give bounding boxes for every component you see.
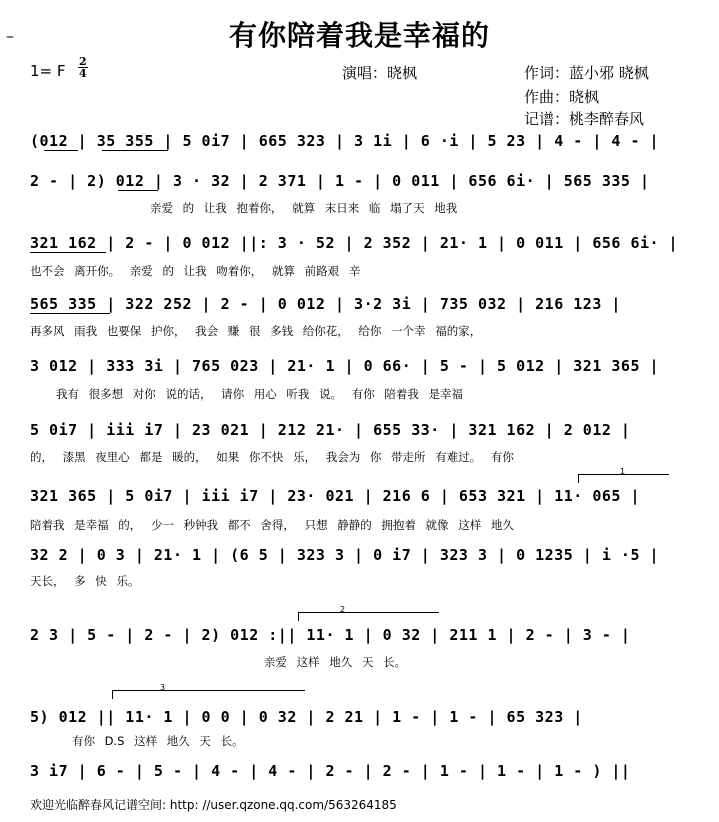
transcriber-credit: 记谱：桃李醉春风 [524, 110, 645, 128]
time-signature-bottom: 4 [79, 67, 87, 80]
lyric-row-4: 再多风 雨我 也要保 护你， 我会 赚 很 多钱 给你花， 给你 一个幸 福的家， [30, 324, 482, 338]
corner-dash: – [6, 26, 14, 45]
footer-note: 欢迎光临醉春风记谱空间: http: //user.qzone.qq.com/563264185 [30, 798, 397, 812]
lyric-row-6: 的， 漆黑 夜里心 都是 暖的， 如果 你不快 乐， 我会为 你 带走所 有难过。 有你 [30, 450, 514, 464]
volta-number: 1 [620, 467, 626, 476]
volta-number: 2 [340, 605, 346, 614]
score-row-6: 5 0i7 | iii i7 | 23 021 | 212 21· | 655 33· | 321 162 | 2 012 | [30, 421, 631, 439]
song-title: 有你陪着我是幸福的 [228, 19, 490, 52]
singer-credit: 演唱：晓枫 [342, 64, 418, 82]
beam-line [30, 313, 110, 314]
lyric-row-5: 我有 很多想 对你 说的话， 请你 用心 听我 说。 有你 陪着我 是幸福 [56, 387, 464, 401]
score-row-2: 2 - | 2) 012 | 3 · 32 | 2 371 | 1 - | 0 011 | 656 6i· | 565 335 | [30, 172, 650, 190]
score-row-1: (012 | 35 355 | 5 0i7 | 665 323 | 3 1i | 6 ·i | 5 23 | 4 - | 4 - | [30, 132, 660, 150]
score-row-9: 2 3 | 5 - | 2 - | 2) 012 :|| 11· 1 | 0 32 | 211 1 | 2 - | 3 - | [30, 626, 631, 644]
score-row-4: 565 335 | 322 252 | 2 - | 0 012 | 3·2 3i | 735 032 | 216 123 | [30, 295, 621, 313]
beam-line [30, 252, 106, 253]
lyric-row-8: 天长， 多 快 乐。 [30, 574, 140, 588]
time-signature-top: 2 [79, 55, 87, 68]
volta-bracket-2 [298, 612, 439, 621]
lyric-row-9: 亲爱 这样 地久 天 长。 [264, 655, 407, 669]
volta-bracket-3 [112, 690, 305, 699]
score-row-3: 321 162 | 2 - | 0 012 ||: 3 · 52 | 2 352 | 21· 1 | 0 011 | 656 6i· | [30, 234, 679, 252]
score-row-7: 321 365 | 5 0i7 | iii i7 | 23· 021 | 216 6 | 653 321 | 11· 065 | [30, 487, 640, 505]
score-row-11: 3 i7 | 6 - | 5 - | 4 - | 4 - | 2 - | 2 - | 1 - | 1 - | 1 - ) || [30, 762, 631, 780]
score-row-5: 3 012 | 333 3i | 765 023 | 21· 1 | 0 66· | 5 - | 5 012 | 321 365 | [30, 357, 660, 375]
beam-line [118, 190, 158, 191]
lyric-row-10: 有你 D.S 这样 地久 天 长。 [72, 734, 244, 748]
lyric-row-3: 也不会 离开你。 亲爱 的 让我 吻着你， 就算 前路艰 辛 [30, 264, 361, 278]
key-signature: 1= F [30, 62, 66, 80]
beam-line [102, 150, 168, 151]
score-row-10: 5) 012 || 11· 1 | 0 0 | 0 32 | 2 21 | 1 - | 1 - | 65 323 | [30, 708, 583, 726]
volta-number: 3 [160, 683, 166, 692]
composer-credit: 作曲：晓枫 [524, 88, 600, 106]
beam-line [44, 150, 78, 151]
score-row-8: 32 2 | 0 3 | 21· 1 | (6 5 | 323 3 | 0 i7 | 323 3 | 0 1235 | i ·5 | [30, 546, 660, 564]
lyricist-credit: 作词：蓝小邪 晓枫 [524, 64, 649, 82]
lyric-row-7: 陪着我 是幸福 的， 少一 秒钟我 都不 舍得， 只想 静静的 拥抱着 就像 这样 地久 [30, 518, 514, 532]
lyric-row-2: 亲爱 的 让我 抱着你， 就算 末日来 临 塌了天 地我 [150, 201, 458, 215]
time-signature [78, 56, 88, 79]
